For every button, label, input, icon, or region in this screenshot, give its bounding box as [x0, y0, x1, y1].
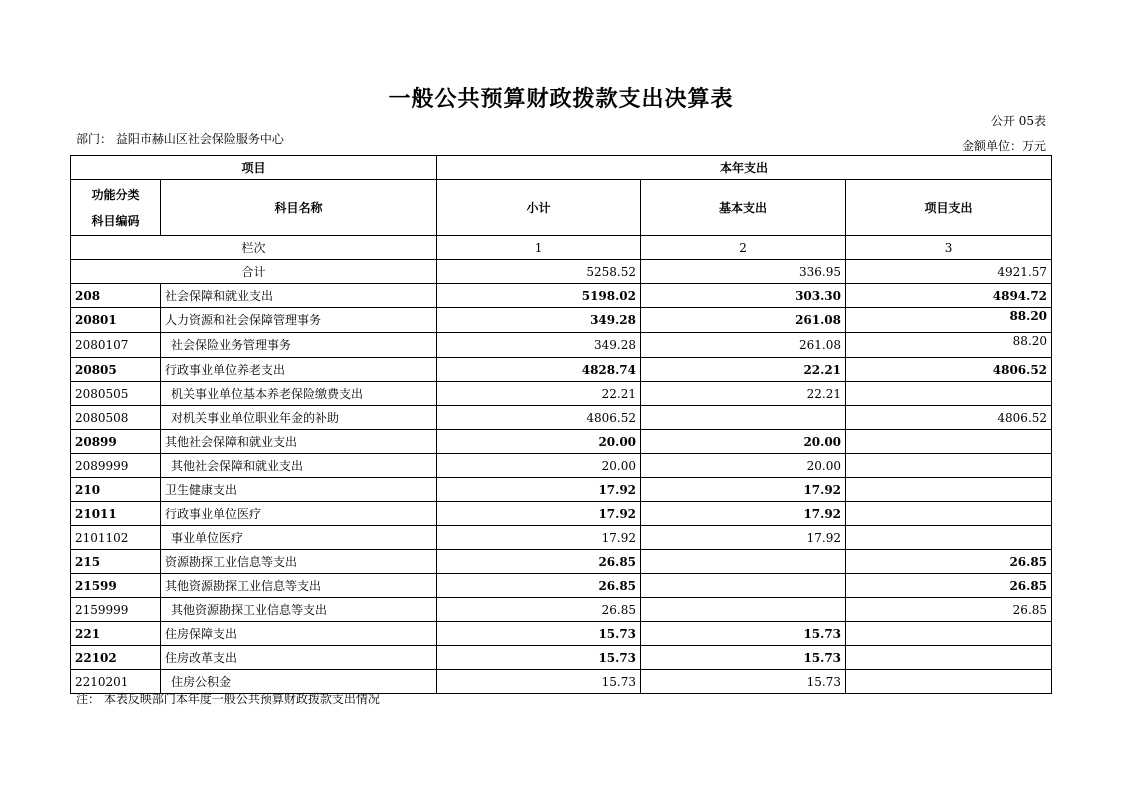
row-code: 20801 — [71, 308, 161, 333]
row-subtotal: 5198.02 — [437, 284, 641, 308]
row-basic: 20.00 — [641, 454, 846, 478]
row-basic: 17.92 — [641, 502, 846, 526]
row-subject-name: 对机关事业单位职业年金的补助 — [161, 406, 437, 430]
row-subject-name: 住房改革支出 — [161, 646, 437, 670]
table-row — [71, 382, 1052, 406]
table-row — [71, 308, 1052, 333]
row-code: 2080508 — [71, 406, 161, 430]
row-project: 88.20 — [846, 333, 1052, 358]
header-current-year: 本年支出 — [437, 156, 1052, 180]
row-subtotal: 17.92 — [437, 526, 641, 550]
department-label: 部门： 益阳市赫山区社会保险服务中心 — [76, 132, 284, 146]
row-subtotal: 15.73 — [437, 646, 641, 670]
row-subtotal: 15.73 — [437, 670, 641, 694]
row-subtotal: 349.28 — [437, 308, 641, 333]
table-row — [71, 502, 1052, 526]
row-code: 221 — [71, 622, 161, 646]
table-row — [71, 622, 1052, 646]
row-subtotal: 15.73 — [437, 622, 641, 646]
row-basic — [641, 550, 846, 574]
col-number-3: 3 — [846, 236, 1052, 260]
header-row-1 — [71, 156, 1052, 180]
header-subtotal: 小计 — [437, 180, 641, 236]
row-subject-name: 其他社会保障和就业支出 — [161, 454, 437, 478]
row-basic: 303.30 — [641, 284, 846, 308]
row-subtotal: 20.00 — [437, 430, 641, 454]
row-project — [846, 430, 1052, 454]
row-project — [846, 670, 1052, 694]
row-project — [846, 502, 1052, 526]
row-basic — [641, 406, 846, 430]
row-basic: 261.08 — [641, 308, 846, 333]
row-subtotal: 22.21 — [437, 382, 641, 406]
row-subtotal: 4828.74 — [437, 358, 641, 382]
table-row — [71, 646, 1052, 670]
row-project: 4894.72 — [846, 284, 1052, 308]
row-subtotal: 17.92 — [437, 478, 641, 502]
row-code: 2089999 — [71, 454, 161, 478]
row-code: 22102 — [71, 646, 161, 670]
row-code: 20805 — [71, 358, 161, 382]
col-label: 栏次 — [71, 236, 437, 260]
amount-unit: 金额单位：万元 — [961, 139, 1046, 153]
row-code: 2101102 — [71, 526, 161, 550]
header-func-code-line1: 功能分类 — [91, 187, 140, 202]
table-row — [71, 430, 1052, 454]
total-subtotal: 5258.52 — [437, 260, 641, 284]
row-subtotal: 349.28 — [437, 333, 641, 358]
row-code: 215 — [71, 550, 161, 574]
total-row — [71, 260, 1052, 284]
row-subtotal: 17.92 — [437, 502, 641, 526]
row-subtotal: 26.85 — [437, 598, 641, 622]
row-basic — [641, 598, 846, 622]
expenditure-table — [70, 155, 1052, 694]
table-row — [71, 406, 1052, 430]
table-row — [71, 284, 1052, 308]
row-subject-name: 人力资源和社会保障管理事务 — [161, 308, 437, 333]
row-project: 26.85 — [846, 550, 1052, 574]
row-code: 21011 — [71, 502, 161, 526]
row-subject-name: 行政事业单位医疗 — [161, 502, 437, 526]
header-basic: 基本支出 — [641, 180, 846, 236]
page-title: 一般公共预算财政拨款支出决算表 — [388, 86, 734, 112]
table-row — [71, 478, 1052, 502]
row-project: 26.85 — [846, 598, 1052, 622]
row-subject-name: 行政事业单位养老支出 — [161, 358, 437, 382]
row-code: 2210201 — [71, 670, 161, 694]
row-subject-name: 其他社会保障和就业支出 — [161, 430, 437, 454]
row-subject-name: 其他资源勘探工业信息等支出 — [161, 598, 437, 622]
row-subject-name: 住房公积金 — [161, 670, 437, 694]
row-project — [846, 646, 1052, 670]
row-subtotal: 4806.52 — [437, 406, 641, 430]
header-item: 项目 — [71, 156, 437, 180]
row-code: 208 — [71, 284, 161, 308]
table-row — [71, 333, 1052, 358]
col-number-1: 1 — [437, 236, 641, 260]
row-subject-name: 社会保障和就业支出 — [161, 284, 437, 308]
row-project — [846, 526, 1052, 550]
row-subtotal: 26.85 — [437, 550, 641, 574]
row-subject-name: 卫生健康支出 — [161, 478, 437, 502]
row-subject-name: 事业单位医疗 — [161, 526, 437, 550]
row-subtotal: 20.00 — [437, 454, 641, 478]
table-row — [71, 526, 1052, 550]
row-basic: 17.92 — [641, 526, 846, 550]
column-number-row — [71, 236, 1052, 260]
table-row — [71, 358, 1052, 382]
row-code: 21599 — [71, 574, 161, 598]
row-code: 20899 — [71, 430, 161, 454]
row-code: 2080505 — [71, 382, 161, 406]
row-project — [846, 478, 1052, 502]
table-row — [71, 598, 1052, 622]
row-basic: 17.92 — [641, 478, 846, 502]
header-func-code-line2: 科目编码 — [91, 213, 140, 228]
row-subject-name: 资源勘探工业信息等支出 — [161, 550, 437, 574]
row-basic: 22.21 — [641, 382, 846, 406]
row-basic: 15.73 — [641, 646, 846, 670]
row-basic: 20.00 — [641, 430, 846, 454]
row-project: 4806.52 — [846, 406, 1052, 430]
row-code: 2080107 — [71, 333, 161, 358]
public-number: 公开 05表 — [990, 114, 1046, 128]
row-basic — [641, 574, 846, 598]
table-row — [71, 550, 1052, 574]
row-project: 26.85 — [846, 574, 1052, 598]
row-code: 2159999 — [71, 598, 161, 622]
total-project: 4921.57 — [846, 260, 1052, 284]
table-row — [71, 454, 1052, 478]
header-subject-name: 科目名称 — [161, 180, 437, 236]
header-row-2 — [71, 180, 1052, 236]
row-basic: 22.21 — [641, 358, 846, 382]
total-label: 合计 — [71, 260, 437, 284]
row-project: 4806.52 — [846, 358, 1052, 382]
row-project — [846, 622, 1052, 646]
row-subject-name: 其他资源勘探工业信息等支出 — [161, 574, 437, 598]
table-row — [71, 574, 1052, 598]
row-subtotal: 26.85 — [437, 574, 641, 598]
row-project — [846, 454, 1052, 478]
row-code: 210 — [71, 478, 161, 502]
footnote: 注： 本表反映部门本年度一般公共预算财政拨款支出情况 — [76, 692, 380, 706]
row-basic: 15.73 — [641, 622, 846, 646]
col-number-2: 2 — [641, 236, 846, 260]
total-basic: 336.95 — [641, 260, 846, 284]
row-basic: 261.08 — [641, 333, 846, 358]
row-subject-name: 社会保险业务管理事务 — [161, 333, 437, 358]
row-subject-name: 住房保障支出 — [161, 622, 437, 646]
row-project — [846, 382, 1052, 406]
header-func-code — [71, 180, 161, 236]
row-basic: 15.73 — [641, 670, 846, 694]
header-project: 项目支出 — [846, 180, 1052, 236]
row-project: 88.20 — [846, 308, 1052, 333]
row-subject-name: 机关事业单位基本养老保险缴费支出 — [161, 382, 437, 406]
